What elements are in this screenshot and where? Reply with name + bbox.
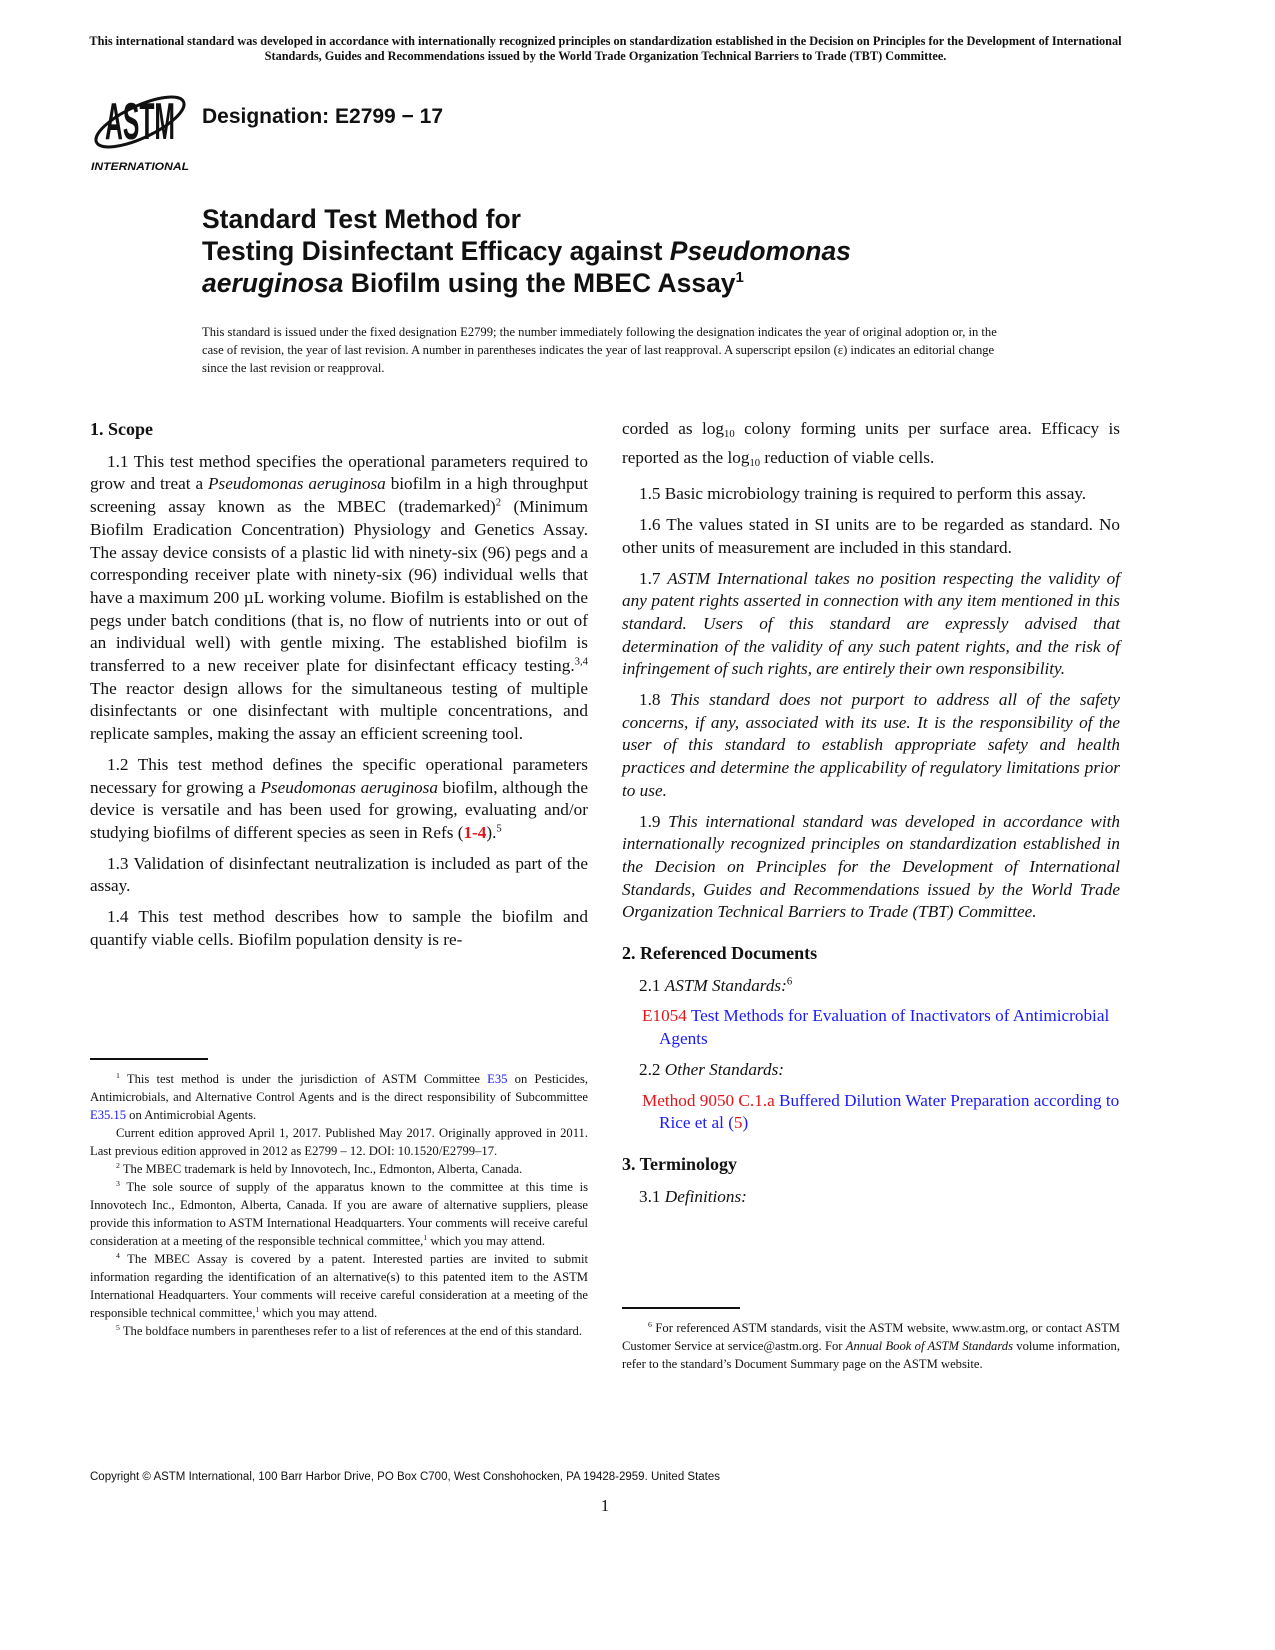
text-run: 1.8 (639, 690, 670, 710)
page-number: 1 (600, 1496, 610, 1515)
title-line-3 (202, 267, 922, 299)
paragraph (90, 451, 588, 746)
paragraph (622, 811, 1120, 925)
paragraph (622, 418, 1120, 475)
text-run: ). (486, 822, 497, 842)
paragraph (622, 975, 1120, 998)
paragraph (622, 1059, 1120, 1082)
footnote (90, 1070, 588, 1124)
referenced-document (622, 1005, 1120, 1050)
section-heading (90, 418, 588, 441)
text-run: 10 (724, 429, 735, 440)
footnote-ref[interactable]: 6 (648, 1319, 652, 1329)
reference-link[interactable]: 5 (733, 1113, 743, 1133)
reference-link[interactable]: E35.15 (90, 1108, 127, 1122)
footnote (622, 1319, 1120, 1373)
svg-text:ASTM: ASTM (105, 92, 175, 151)
footnote-ref[interactable]: 2 (495, 497, 502, 509)
paragraph (622, 483, 1120, 506)
left-column (90, 418, 588, 959)
text-run: which you may attend. (259, 1306, 378, 1320)
text-run: 1.6 The values stated in SI units are to be regarded as standard. No other units of measurement are included in this standard. (622, 515, 1120, 557)
text-run: For referenced ASTM standards, visit the ASTM website, www.astm.org, or contact ASTM Customer Service at service@astm.org. For (622, 1321, 1120, 1353)
footnote (90, 1250, 588, 1322)
left-footnotes (90, 1070, 588, 1340)
paragraph (90, 906, 588, 951)
paragraph (622, 514, 1120, 559)
text-run: ASTM Standards: (664, 975, 787, 995)
text-run: Pseudomonas aeruginosa (208, 474, 386, 494)
footnote (90, 1160, 588, 1178)
referenced-document (622, 1090, 1120, 1135)
footnote-ref[interactable]: 1 (116, 1070, 120, 1080)
text-run: on Antimicrobial Agents. (126, 1108, 257, 1122)
footnote-ref[interactable]: 3 (116, 1178, 120, 1188)
text-run: The MBEC trademark is held by Innovotech, Inc., Edmonton, Alberta, Canada. (119, 1162, 523, 1176)
text-run: volume information, refer to the standard’s Document Summary page on the ASTM website. (622, 1339, 1120, 1371)
text-run: This test method is under the jurisdiction of ASTM Committee (119, 1072, 488, 1086)
footnote-divider (622, 1307, 740, 1309)
reference-link[interactable]: Method 9050 C.1.a (642, 1090, 775, 1110)
text-run: (Minimum Biofilm Eradication Concentration) Physiology and Genetics Assay. The assay device consists of a plastic lid with ninety-six (96) pegs and a corresponding receiver plate with ninety-six (96) individual wells that have a maximum 200 µL working volume. Biofilm is established on the pegs under batch conditions (that is, no flow of nutrients into or out of an individual well) with gentle mixing. The established biofilm is transferred to a new receiver plate for disinfectant efficacy testing. (90, 497, 588, 676)
text-run: Other Standards: (664, 1059, 784, 1079)
text-run: This standard does not purport to address all of the safety concerns, if any, associated with its use. It is the responsibility of the user of this standard to establish appropriate safety and health practices and determine the applicability of regulatory limitations prior to use. (622, 690, 1121, 800)
text-run: 2.2 (639, 1059, 665, 1079)
title-line-2 (202, 235, 922, 267)
title-italic: aeruginosa (202, 268, 344, 298)
footnote (90, 1322, 588, 1340)
copyright: Copyright © ASTM International, 100 Barr Harbor Drive, PO Box C700, West Conshohocken, PA 19428-2959. United States (90, 1471, 721, 1483)
text-run: The reactor design allows for the simultaneous testing of multiple disinfectants or one disinfectant with multiple concentrations, and replicate samples, making the assay an efficient screening tool. (90, 678, 588, 744)
text-run: 1.1 This test method specifies the operational parameters required to grow and treat a (90, 451, 588, 494)
paragraph (622, 689, 1120, 803)
footnote-ref[interactable]: 5 (496, 823, 502, 835)
text-run: Pseudomonas aeruginosa (260, 777, 438, 797)
footnote-ref[interactable]: 6 (786, 976, 793, 988)
text-run: 1.9 (639, 811, 669, 831)
text-run: corded as log (622, 419, 725, 438)
title-footnote-ref[interactable]: 1 (735, 269, 744, 287)
footnote-ref[interactable]: 3,4 (574, 656, 588, 668)
preamble: This standard is issued under the fixed designation E2799; the number immediately following the designation indicates the year of original adoption or, in the case of revision, the year of last revision. A number in parentheses indicates the year of last reapproval. A superscript epsilon (ε) indicates an editorial change since the last revision or reapproval. (202, 325, 997, 375)
reference-link[interactable]: 1-4 (463, 822, 487, 842)
paragraph (622, 1186, 1120, 1209)
text-run: 10 (749, 457, 761, 469)
text-run: on Pesticides, Antimicrobials, and Alternative Control Agents and is the direct responsibility of Subcommittee (90, 1072, 588, 1104)
text-run: 2.1 (639, 975, 665, 995)
title-italic: Pseudomonas (669, 236, 851, 266)
paragraph (90, 853, 588, 898)
text-run: The sole source of supply of the apparatus known to the committee at this time is Innovotech Inc., Edmonton, Alberta, Canada. If you are aware of alternative suppliers, please provide this information to ASTM International Headquarters. Your comments will receive careful consideration at a meeting of the responsible technical committee, (90, 1180, 588, 1248)
footnote-ref[interactable]: 5 (116, 1322, 120, 1332)
footnote-ref[interactable]: 2 (116, 1160, 120, 1170)
right-column (622, 418, 1120, 1216)
text-run: 1. Scope (90, 419, 153, 439)
reference-link[interactable]: Test Methods for Evaluation of Inactivators of Antimicrobial Agents (659, 1006, 1110, 1049)
text-run: Current edition approved April 1, 2017. Published May 2017. Originally approved in 2011. Last previous edition approved in 2012 as E2799 – 12. DOI: 10.1520/E2799–17. (90, 1126, 588, 1158)
text-run: The boldface numbers in parentheses refer to a list of references at the end of this standard. (119, 1324, 582, 1338)
text-run: 1.7 (639, 568, 668, 588)
title-text: Biofilm using the MBEC Assay (343, 268, 736, 298)
footnote-ref[interactable]: 1 (423, 1232, 428, 1242)
section-heading (622, 1153, 1120, 1176)
footnote-ref[interactable]: 4 (116, 1250, 120, 1260)
text-run: biofilm, although the device is versatile and has been used for growing, evaluating and/or studying biofilms of different species as seen in Refs ( (90, 777, 588, 842)
text-run: Definitions: (664, 1186, 747, 1206)
text-run: which you may attend. (427, 1234, 546, 1248)
text-run: 1.2 This test method defines the specific operational parameters necessary for growing a (90, 754, 588, 797)
reference-link[interactable]: ) (742, 1113, 749, 1133)
footnote (90, 1178, 588, 1250)
reference-link[interactable]: E35 (487, 1072, 508, 1086)
footnote (90, 1124, 588, 1160)
title-text: Testing Disinfectant Efficacy against (202, 236, 670, 266)
paragraph (622, 568, 1120, 682)
text-run: 1.4 This test method describes how to sample the biofilm and quantify viable cells. Biofilm population density is re- (90, 907, 588, 949)
title-line-1: Standard Test Method for (202, 204, 521, 234)
text-run: This international standard was developed in accordance with internationally recognized principles on standardization established in the Decision on Principles for the Development of International Standards, Guides and Recommendations issued by the World Trade Organization Technical Barriers to Trade (TBT) Committee. (622, 811, 1120, 922)
text-run: Annual Book of ASTM Standards (845, 1339, 1013, 1353)
text-run: 2. Referenced Documents (622, 943, 818, 964)
section-heading (622, 942, 1120, 965)
footnote-divider (90, 1058, 208, 1060)
text-run: 1.3 Validation of disinfectant neutralization is included as part of the assay. (90, 853, 588, 896)
text-run: colony forming units per surface area. Efficacy is reported as the log (622, 419, 1120, 467)
svg-text:INTERNATIONAL: INTERNATIONAL (91, 161, 190, 173)
paragraph (90, 754, 588, 845)
reference-link[interactable]: Buffered Dilution Water Preparation according to Rice et al ( (659, 1090, 1120, 1133)
text-run: 1.5 Basic microbiology training is required to perform this assay. (639, 484, 1087, 504)
text-run: biofilm in a high throughput screening assay known as the MBEC (trademarked) (90, 474, 588, 517)
text-run: reduction of viable cells. (760, 447, 935, 467)
text-run: The MBEC Assay is covered by a patent. Interested parties are invited to submit information regarding the identification of an alternative(s) to this patented item to the ASTM International Headquarters. Your comments will receive careful consideration at a meeting of the responsible technical committee, (90, 1252, 588, 1320)
designation: Designation: E2799 − 17 (202, 105, 444, 128)
text-run: 3.1 (639, 1186, 665, 1206)
text-run: ASTM International takes no position respecting the validity of any patent rights asserted in connection with any item mentioned in this standard. Users of this standard are expressly advised that determination of the validity of any such patent rights, and the risk of infringement of such rights, are entirely their own responsibility. (622, 568, 1121, 679)
document-title (202, 203, 922, 299)
wto-notice: This international standard was developed in accordance with internationally recognized principles on standardization established in the Decision on Principles for the Development of International Standards, Guides and Recommendations issued by the World Trade Organization Technical Barriers to Trade (TBT) Committee. (89, 34, 1122, 63)
footnote-ref[interactable]: 1 (255, 1304, 260, 1314)
right-footnotes (622, 1319, 1120, 1373)
astm-logo (88, 82, 192, 174)
text-run: 3. Terminology (622, 1153, 738, 1174)
reference-link[interactable]: E1054 (642, 1006, 687, 1026)
